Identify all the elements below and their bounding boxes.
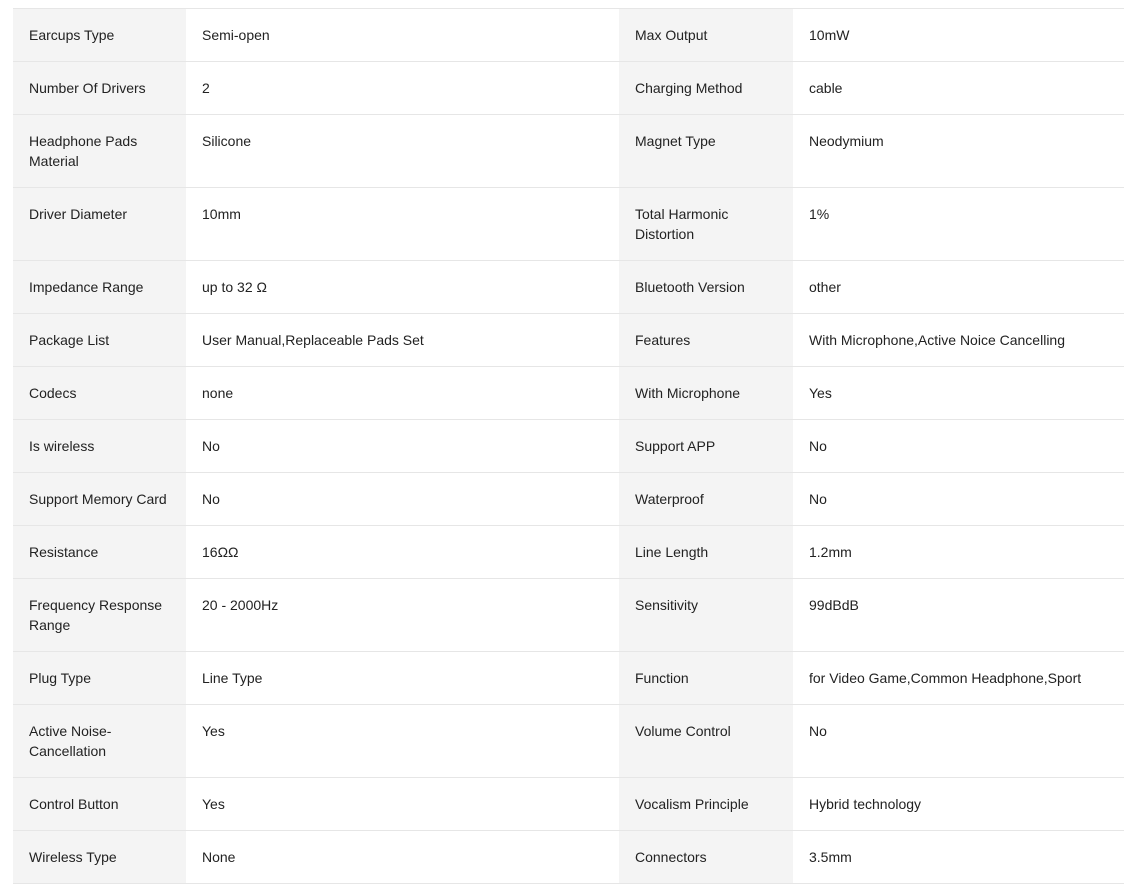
spec-value: With Microphone,Active Noice Cancelling bbox=[793, 314, 1124, 367]
spec-label: Waterproof bbox=[619, 473, 793, 526]
spec-value: other bbox=[793, 261, 1124, 314]
spec-row bbox=[13, 473, 1124, 526]
spec-label: Driver Diameter bbox=[13, 188, 186, 261]
spec-label: Function bbox=[619, 652, 793, 705]
spec-value: Yes bbox=[186, 705, 619, 778]
spec-label: Line Length bbox=[619, 526, 793, 579]
spec-row bbox=[13, 526, 1124, 579]
spec-value: 1.2mm bbox=[793, 526, 1124, 579]
spec-value: 10mm bbox=[186, 188, 619, 261]
spec-value: Hybrid technology bbox=[793, 778, 1124, 831]
spec-row bbox=[13, 579, 1124, 652]
spec-label: Support APP bbox=[619, 420, 793, 473]
spec-row bbox=[13, 188, 1124, 261]
spec-value: 1% bbox=[793, 188, 1124, 261]
spec-label: Number Of Drivers bbox=[13, 62, 186, 115]
spec-value: Line Type bbox=[186, 652, 619, 705]
spec-row bbox=[13, 831, 1124, 884]
spec-value: No bbox=[186, 473, 619, 526]
spec-label: Wireless Type bbox=[13, 831, 186, 884]
spec-label: Features bbox=[619, 314, 793, 367]
spec-label: Volume Control bbox=[619, 705, 793, 778]
spec-value: None bbox=[186, 831, 619, 884]
spec-value: Neodymium bbox=[793, 115, 1124, 188]
spec-value: No bbox=[793, 420, 1124, 473]
spec-label: Control Button bbox=[13, 778, 186, 831]
spec-label: Is wireless bbox=[13, 420, 186, 473]
spec-label: With Microphone bbox=[619, 367, 793, 420]
spec-row bbox=[13, 314, 1124, 367]
spec-value: 10mW bbox=[793, 9, 1124, 62]
spec-row bbox=[13, 115, 1124, 188]
spec-label: Max Output bbox=[619, 9, 793, 62]
spec-label: Headphone Pads Material bbox=[13, 115, 186, 188]
spec-row bbox=[13, 778, 1124, 831]
spec-table-body bbox=[13, 9, 1124, 884]
spec-label: Frequency Response Range bbox=[13, 579, 186, 652]
spec-label: Vocalism Principle bbox=[619, 778, 793, 831]
spec-value: 20 - 2000Hz bbox=[186, 579, 619, 652]
spec-row bbox=[13, 652, 1124, 705]
spec-label: Active Noise-Cancellation bbox=[13, 705, 186, 778]
spec-value: No bbox=[793, 473, 1124, 526]
spec-row bbox=[13, 420, 1124, 473]
spec-value: cable bbox=[793, 62, 1124, 115]
spec-value: Yes bbox=[186, 778, 619, 831]
spec-value: Semi-open bbox=[186, 9, 619, 62]
spec-value: for Video Game,Common Headphone,Sport bbox=[793, 652, 1124, 705]
spec-label: Package List bbox=[13, 314, 186, 367]
spec-value: No bbox=[186, 420, 619, 473]
spec-value: User Manual,Replaceable Pads Set bbox=[186, 314, 619, 367]
spec-value: 16ΩΩ bbox=[186, 526, 619, 579]
spec-label: Total Harmonic Distortion bbox=[619, 188, 793, 261]
spec-label: Impedance Range bbox=[13, 261, 186, 314]
spec-label: Codecs bbox=[13, 367, 186, 420]
spec-value: 99dBdB bbox=[793, 579, 1124, 652]
spec-value: 3.5mm bbox=[793, 831, 1124, 884]
spec-label: Sensitivity bbox=[619, 579, 793, 652]
spec-row bbox=[13, 367, 1124, 420]
spec-label: Connectors bbox=[619, 831, 793, 884]
spec-row bbox=[13, 705, 1124, 778]
spec-row bbox=[13, 9, 1124, 62]
spec-value: 2 bbox=[186, 62, 619, 115]
spec-row bbox=[13, 261, 1124, 314]
spec-table bbox=[13, 8, 1124, 884]
spec-label: Support Memory Card bbox=[13, 473, 186, 526]
spec-label: Resistance bbox=[13, 526, 186, 579]
spec-label: Earcups Type bbox=[13, 9, 186, 62]
spec-value: none bbox=[186, 367, 619, 420]
spec-label: Bluetooth Version bbox=[619, 261, 793, 314]
spec-value: Silicone bbox=[186, 115, 619, 188]
spec-label: Magnet Type bbox=[619, 115, 793, 188]
spec-value: No bbox=[793, 705, 1124, 778]
spec-label: Charging Method bbox=[619, 62, 793, 115]
spec-value: up to 32 Ω bbox=[186, 261, 619, 314]
spec-label: Plug Type bbox=[13, 652, 186, 705]
spec-row bbox=[13, 62, 1124, 115]
spec-value: Yes bbox=[793, 367, 1124, 420]
